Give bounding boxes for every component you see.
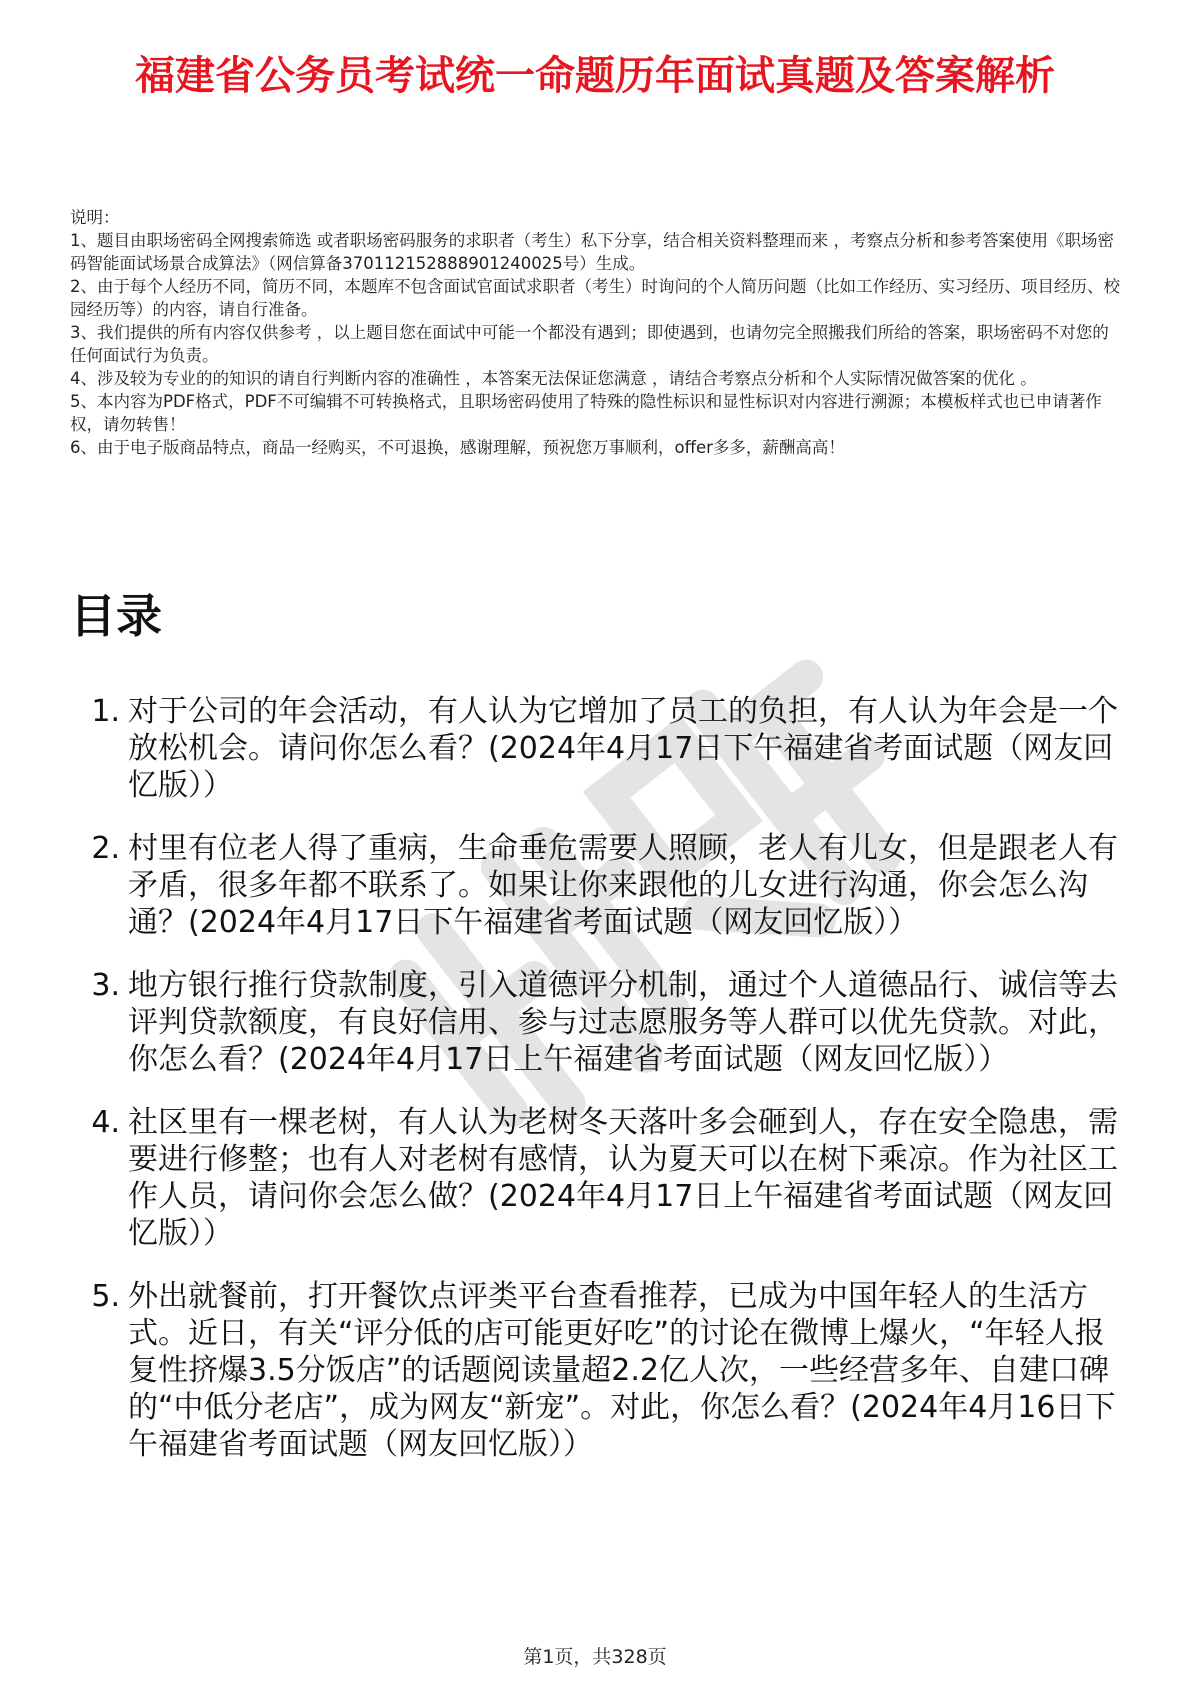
toc-item[interactable] (70, 1278, 1120, 1463)
page-footer: 第1页，共328页 (523, 1646, 667, 1668)
toc-item-text[interactable]: 外出就餐前，打开餐饮点评类平台查看推荐，已成为中国年轻人的生活方式。近日，有关“评分低的店可能更好吃”的讨论在微博上爆火，“年轻人报复性挤爆3.5分饭店”的话题阅读量超2.2亿人次，一些经营多年、自建口碑的“中低分老店”，成为网友“新宠”。对此，你怎么看？(2024年4月16日下午福建省考面试题（网友回忆版）） (128, 1279, 1116, 1462)
toc-item-text[interactable]: 对于公司的年会活动，有人认为它增加了员工的负担，有人认为年会是一个放松机会。请问你怎么看？(2024年4月17日下午福建省考面试题（网友回忆版）） (128, 694, 1118, 803)
note-item: 2、由于每个人经历不同，简历不同，本题库不包含面试官面试求职者（考生）时询问的个人简历问题（比如工作经历、实习经历、项目经历、校园经历等）的内容，请自行准备。 (70, 277, 1120, 319)
toc-item-number: 1. (91, 694, 120, 729)
toc-item-text[interactable]: 村里有位老人得了重病，生命垂危需要人照顾，老人有儿女，但是跟老人有矛盾，很多年都不联系了。如果让你来跟他的儿女进行沟通，你会怎么沟通？(2024年4月17日下午福建省考面试题（网友回忆版）） (128, 831, 1118, 940)
document-title: 福建省公务员考试统一命题历年面试真题及答案解析 (135, 53, 1055, 99)
toc-item-number: 2. (91, 831, 120, 866)
toc-item-number: 4. (91, 1105, 120, 1140)
toc-item[interactable] (70, 830, 1120, 941)
note-item: 4、涉及较为专业的的知识的请自行判断内容的准确性 ，本答案无法保证您满意 ，请结合考察点分析和个人实际情况做答案的优化 。 (70, 369, 1037, 388)
toc-item-number: 5. (91, 1279, 120, 1314)
note-item: 5、本内容为PDF格式，PDF不可编辑不可转换格式，且职场密码使用了特殊的隐性标识和显性标识对内容进行溯源；本模板样式也已申请著作权，请勿转售！ (70, 392, 1102, 434)
notes-heading: 说明： (70, 208, 120, 227)
toc-list (70, 693, 1120, 1489)
note-item: 6、由于电子版商品特点，商品一经购买，不可退换，感谢理解，预祝您万事顺利，offer多多，薪酬高高！ (70, 438, 845, 457)
toc-heading: 目录 (70, 589, 162, 643)
toc-item-number: 3. (91, 968, 120, 1003)
note-item: 3、我们提供的所有内容仅供参考 ，以上题目您在面试中可能一个都没有遇到；即使遇到，也请勿完全照搬我们所给的答案，职场密码不对您的任何面试行为负责。 (70, 323, 1109, 365)
toc-item[interactable] (70, 693, 1120, 804)
toc-item-text[interactable]: 社区里有一棵老树，有人认为老树冬天落叶多会砸到人，存在安全隐患，需要进行修整；也有人对老树有感情，认为夏天可以在树下乘凉。作为社区工作人员，请问你会怎么做？(2024年4月17日上午福建省考面试题（网友回忆版）） (128, 1105, 1118, 1251)
toc-item[interactable] (70, 1104, 1120, 1252)
note-item: 1、题目由职场密码全网搜索筛选 或者职场密码服务的求职者（考生）私下分享，结合相关资料整理而来 ，考察点分析和参考答案使用《职场密码智能面试场景合成算法》（网信算备370112152888901240025号）生成。 (70, 231, 1114, 273)
toc-item[interactable] (70, 967, 1120, 1078)
disclaimer-notes (70, 206, 1120, 459)
toc-item-text[interactable]: 地方银行推行贷款制度，引入道德评分机制，通过个人道德品行、诚信等去评判贷款额度，有良好信用、参与过志愿服务等人群可以优先贷款。对此，你怎么看？(2024年4月17日上午福建省考面试题（网友回忆版）） (128, 968, 1118, 1077)
